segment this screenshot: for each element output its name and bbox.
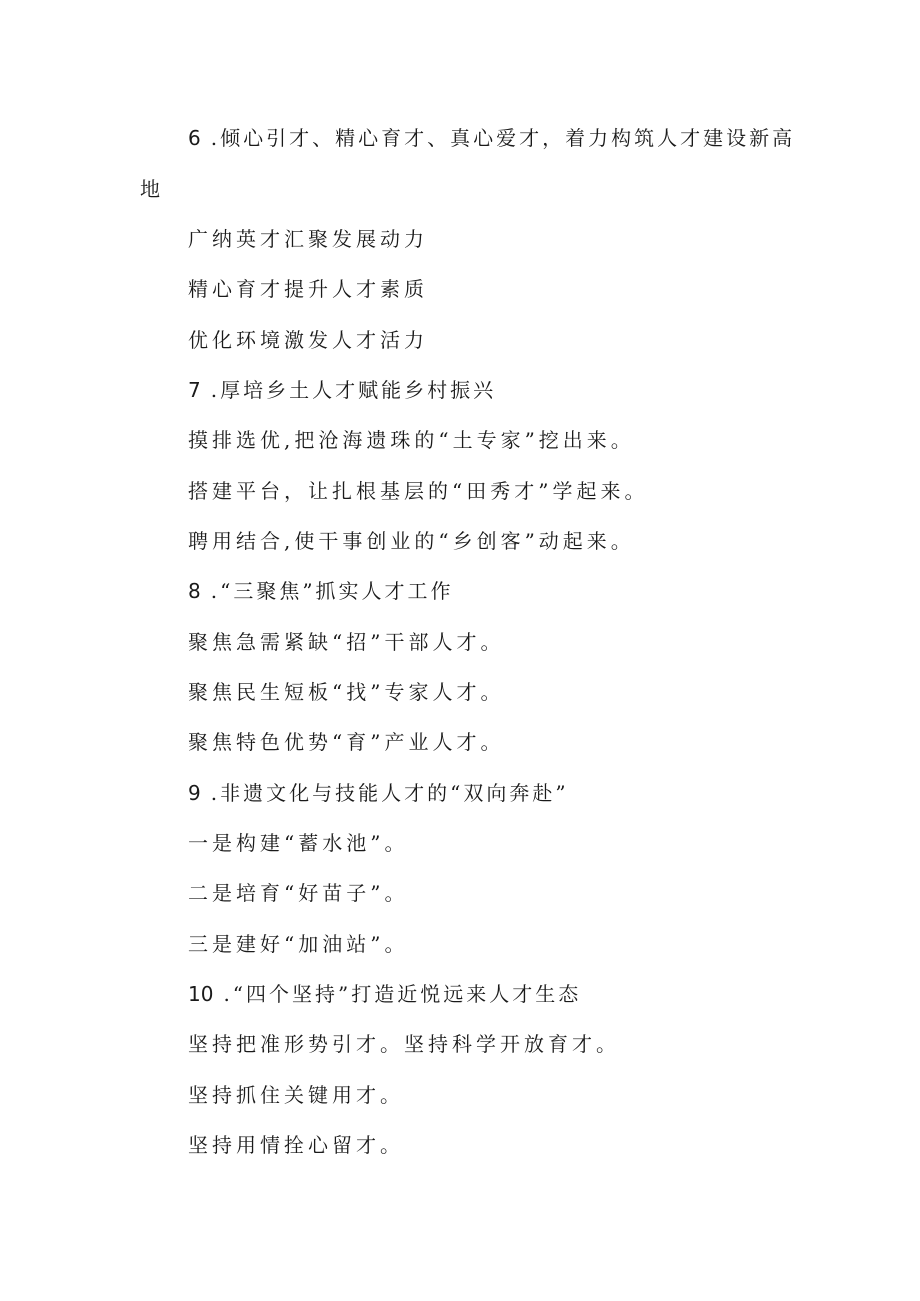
section-9-item-2: 二是培育“好苗子”。	[188, 881, 409, 905]
section-7-item-2: 搭建平台，让扎根基层的“田秀才”学起来。	[188, 479, 649, 503]
section-7-heading	[188, 377, 496, 403]
section-9-item-1: 一是构建“蓄水池”。	[188, 831, 409, 855]
section-9-heading	[188, 780, 569, 806]
section-number: 9	[188, 781, 201, 805]
section-6-item-2: 精心育才提升人才素质	[188, 277, 428, 301]
section-8-item-2: 聚焦民生短板“找”专家人才。	[188, 680, 505, 704]
section-number: 6	[188, 126, 201, 150]
section-10-item-2: 坚持抓住关键用才。	[188, 1083, 404, 1107]
section-8-item-3: 聚焦特色优势“育”产业人才。	[188, 730, 505, 754]
section-8-heading	[188, 578, 454, 604]
section-6-item-3: 优化环境激发人才活力	[188, 328, 428, 352]
section-title: .“三聚焦”抓实人才工作	[210, 579, 454, 603]
section-6-heading	[188, 125, 795, 151]
section-title: .厚培乡土人才赋能乡村振兴	[210, 378, 497, 402]
section-10-item-1: 坚持把准形势引才。坚持科学开放育才。	[188, 1032, 620, 1056]
section-8-item-1: 聚焦急需紧缺“招”干部人才。	[188, 630, 505, 654]
section-number: 7	[188, 378, 201, 402]
section-number: 10	[188, 982, 214, 1006]
section-title: .“四个坚持”打造近悦远来人才生态	[223, 982, 582, 1006]
section-7-item-3: 聘用结合,使干事创业的“乡创客”动起来。	[188, 529, 635, 553]
section-10-item-3: 坚持用情拴心留才。	[188, 1133, 404, 1157]
section-9-item-3: 三是建好“加油站”。	[188, 932, 409, 956]
section-7-item-1: 摸排选优,把沧海遗珠的“土专家”挖出来。	[188, 428, 635, 452]
section-title: .倾心引才、精心育才、真心爱才，着力构筑人才建设新高	[210, 126, 796, 150]
section-6-item-1: 广纳英才汇聚发展动力	[188, 227, 428, 251]
section-6-heading-continuation: 地	[140, 177, 163, 201]
section-title: .非遗文化与技能人才的“双向奔赴”	[210, 781, 569, 805]
section-10-heading	[188, 981, 581, 1007]
section-number: 8	[188, 579, 201, 603]
